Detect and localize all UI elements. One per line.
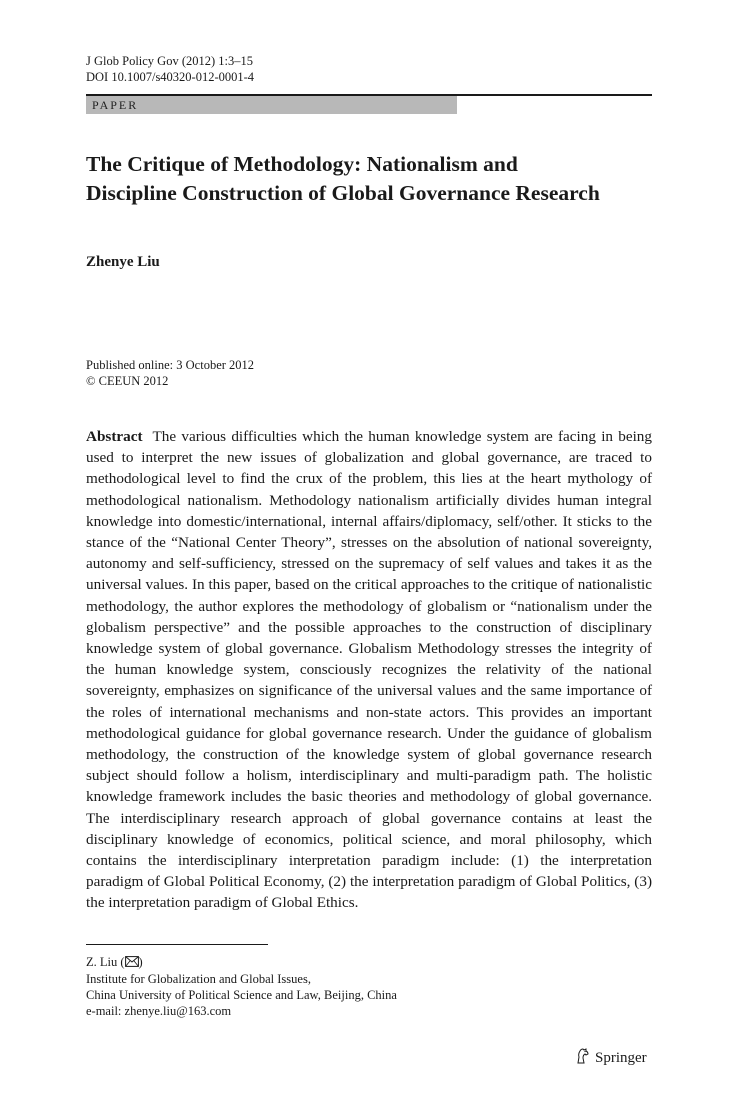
corresponding-author-close: ) <box>138 955 143 969</box>
publisher-name: Springer <box>595 1050 647 1066</box>
corresponding-author-name: Z. Liu ( <box>86 955 125 969</box>
author-affiliation <box>86 954 397 1019</box>
corresponding-author <box>86 954 397 971</box>
publisher-logo <box>575 1048 647 1069</box>
footnote-rule <box>86 944 268 945</box>
institute: Institute for Globalization and Global Issues, <box>86 972 311 986</box>
university: China University of Political Science and Law, Beijing, China <box>86 988 397 1002</box>
copyright: © CEEUN 2012 <box>86 374 169 388</box>
abstract-label: Abstract <box>86 428 143 445</box>
abstract-text: The various difficulties which the human knowledge system are facing in being used to interpret the new issues of globalization and global governance, are traced to methodological level to find the crux of the problem, this lies at the heart mythology of methodological nationalism. Methodology nationalism artificially divides human integral knowledge into domestic/international, internal affairs/diplomacy, self/other. It sticks to the stance of the “National Center Theory”, stresses on the absolution of national sovereignty, autonomy and self-sufficiency, stressed on the supremacy of self values and takes it as the universal values. In this paper, based on the critical approaches to the critique of nationalistic methodology, the author explores the methodology of globalism or “nationalism under the globalism perspective” and the possible approaches to the construction of disciplinary knowledge system of global governance. Globalism Methodology stresses the integrity of the human knowledge system, consciously recognizes the relativity of the national sovereignty, emphasizes on significance of the universal values and the same importance of the roles of international mechanisms and non-state actors. This provides an important methodological guidance for global governance research. Under the guidance of globalism methodology, the construction of the knowledge system of global governance research subject should follow a holism, interdisciplinary and multi-paradigm path. The holistic knowledge framework includes the basic theories and methodology of global governance. The interdisciplinary research approach of global governance contains at least the disciplinary knowledge of economics, political science, and moral philosophy, which contains the interdisciplinary interpretation paradigm include: (1) the interpretation paradigm of Global Political Economy, (2) the interpretation paradigm of Global Politics, (3) the interpretation paradigm of Global Ethics. <box>86 428 652 912</box>
abstract <box>86 426 652 914</box>
springer-horse-icon <box>575 1048 591 1069</box>
author-email[interactable]: e-mail: zhenye.liu@163.com <box>86 1004 232 1018</box>
author-name: Zhenye Liu <box>86 254 160 270</box>
article-title: The Critique of Methodology: Nationalism and Discipline Construction of Global Governance Research <box>86 152 600 205</box>
publication-info <box>86 357 254 389</box>
journal-citation: J Glob Policy Gov (2012) 1:3–15 <box>86 54 254 68</box>
doi: DOI 10.1007/s40320-012-0001-4 <box>86 70 255 84</box>
envelope-icon[interactable] <box>125 955 139 971</box>
section-label: PAPER <box>86 96 457 114</box>
published-date: Published online: 3 October 2012 <box>86 358 255 372</box>
journal-meta <box>86 53 254 85</box>
